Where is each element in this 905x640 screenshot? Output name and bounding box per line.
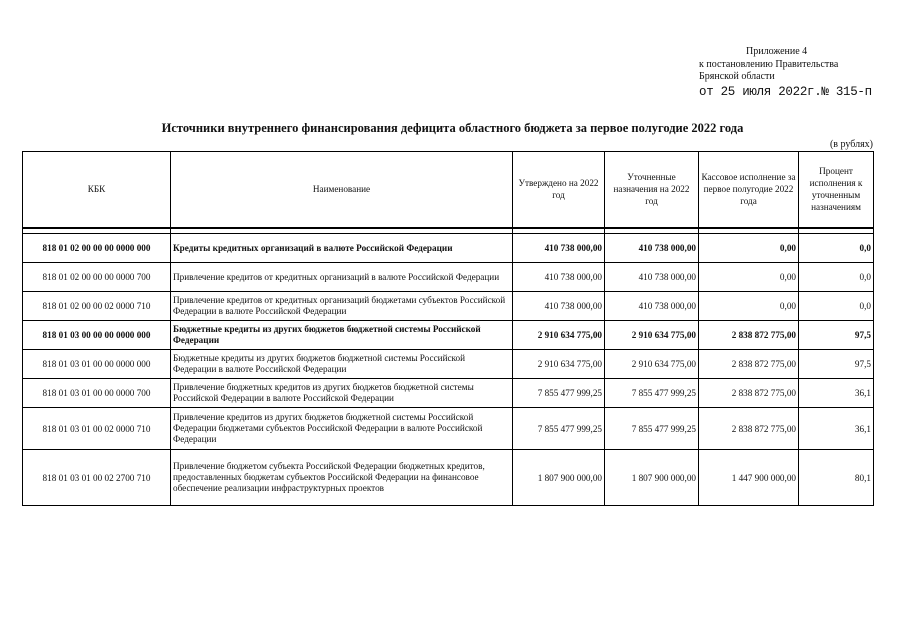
cell-kbk: 818 01 03 00 00 00 0000 000 — [23, 321, 171, 350]
col-header-kbk: КБК — [23, 152, 171, 228]
appendix-region: Брянской области — [699, 71, 775, 82]
cell-cash: 1 447 900 000,00 — [699, 450, 799, 506]
col-header-specified: Уточненные назначения на 2022 год — [605, 152, 699, 228]
table-header-row — [23, 152, 874, 228]
table-row — [23, 379, 874, 408]
cell-approved: 1 807 900 000,00 — [513, 450, 605, 506]
cell-approved: 410 738 000,00 — [513, 292, 605, 321]
cell-specified: 1 807 900 000,00 — [605, 450, 699, 506]
cell-cash: 0,00 — [699, 292, 799, 321]
cell-kbk: 818 01 02 00 00 00 0000 000 — [23, 234, 171, 263]
cell-kbk: 818 01 03 01 00 02 0000 710 — [23, 408, 171, 450]
cell-kbk: 818 01 03 01 00 00 0000 700 — [23, 379, 171, 408]
col-header-cash: Кассовое исполнение за первое полугодие 2022 года — [699, 152, 799, 228]
units-label: (в рублях) — [829, 139, 873, 150]
table-row — [23, 350, 874, 379]
cell-name: Привлечение кредитов из других бюджетов бюджетной системы Российской Федерации бюджетами субъектов Российской Федерации в валюте Российской Федерации — [171, 408, 513, 450]
cell-name: Привлечение бюджетных кредитов из других бюджетов бюджетной системы Российской Федерации в валюте Российской Федерации — [171, 379, 513, 408]
cell-approved: 2 910 634 775,00 — [513, 350, 605, 379]
cell-approved: 7 855 477 999,25 — [513, 379, 605, 408]
cell-percent: 80,1 — [799, 450, 874, 506]
appendix-block — [699, 46, 872, 98]
appendix-resolution: к постановлению Правительства — [699, 58, 839, 70]
appendix-date: от 25 июля 2022г.№ 315-п — [699, 84, 872, 99]
cell-name: Привлечение кредитов от кредитных организаций бюджетами субъектов Российской Федерации в валюте Российской Федерации — [171, 292, 513, 321]
col-header-percent: Процент исполнения к уточненным назначениям — [799, 152, 874, 228]
page-title: Источники внутреннего финансирования дефицита областного бюджета за первое полугодие 2022 года — [161, 121, 744, 135]
cell-specified: 7 855 477 999,25 — [605, 379, 699, 408]
table-row — [23, 263, 874, 292]
cell-cash: 2 838 872 775,00 — [699, 379, 799, 408]
cell-percent: 0,0 — [799, 263, 874, 292]
cell-kbk: 818 01 03 01 00 02 2700 710 — [23, 450, 171, 506]
cell-approved: 410 738 000,00 — [513, 234, 605, 263]
cell-name: Бюджетные кредиты из других бюджетов бюджетной системы Российской Федерации — [171, 321, 513, 350]
cell-cash: 2 838 872 775,00 — [699, 408, 799, 450]
table-row — [23, 292, 874, 321]
cell-name: Кредиты кредитных организаций в валюте Российской Федерации — [171, 234, 513, 263]
cell-percent: 0,0 — [799, 292, 874, 321]
cell-percent: 0,0 — [799, 234, 874, 263]
cell-kbk: 818 01 02 00 00 02 0000 710 — [23, 292, 171, 321]
cell-kbk: 818 01 02 00 00 00 0000 700 — [23, 263, 171, 292]
col-header-name: Наименование — [171, 152, 513, 228]
table-row — [23, 450, 874, 506]
cell-kbk: 818 01 03 01 00 00 0000 000 — [23, 350, 171, 379]
cell-name: Привлечение кредитов от кредитных организаций в валюте Российской Федерации — [171, 263, 513, 292]
cell-specified: 410 738 000,00 — [605, 263, 699, 292]
cell-percent: 97,5 — [799, 350, 874, 379]
cell-specified: 410 738 000,00 — [605, 292, 699, 321]
cell-approved: 2 910 634 775,00 — [513, 321, 605, 350]
appendix-label: Приложение 4 — [746, 46, 808, 57]
cell-specified: 2 910 634 775,00 — [605, 321, 699, 350]
cell-specified: 2 910 634 775,00 — [605, 350, 699, 379]
cell-percent: 97,5 — [799, 321, 874, 350]
cell-approved: 410 738 000,00 — [513, 263, 605, 292]
col-header-approved: Утверждено на 2022 год — [513, 152, 605, 228]
cell-cash: 0,00 — [699, 263, 799, 292]
cell-approved: 7 855 477 999,25 — [513, 408, 605, 450]
cell-cash: 2 838 872 775,00 — [699, 321, 799, 350]
cell-specified: 7 855 477 999,25 — [605, 408, 699, 450]
cell-percent: 36,1 — [799, 379, 874, 408]
table-row — [23, 408, 874, 450]
cell-name: Привлечение бюджетом субъекта Российской Федерации бюджетных кредитов, предоставленных бюджетам субъектов Российской Федерации на финансовое обеспечение реализации инфраструктурных проектов — [171, 450, 513, 506]
table-row — [23, 234, 874, 263]
table-row — [23, 321, 874, 350]
financing-table — [22, 151, 874, 506]
cell-cash: 2 838 872 775,00 — [699, 350, 799, 379]
cell-percent: 36,1 — [799, 408, 874, 450]
cell-name: Бюджетные кредиты из других бюджетов бюджетной системы Российской Федерации в валюте Российской Федерации — [171, 350, 513, 379]
cell-cash: 0,00 — [699, 234, 799, 263]
cell-specified: 410 738 000,00 — [605, 234, 699, 263]
